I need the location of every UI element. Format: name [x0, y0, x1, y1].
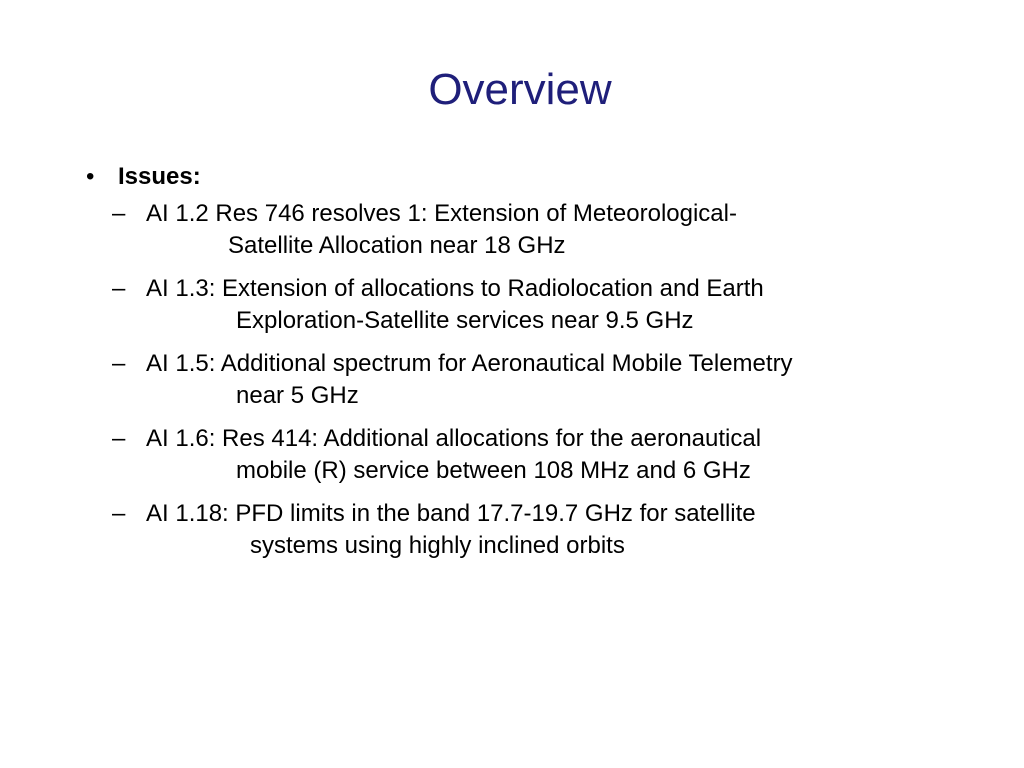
sub-bullet-marker: – — [112, 425, 126, 452]
bullet-marker: • — [86, 163, 95, 190]
sub-bullet-item — [80, 423, 980, 487]
sub-bullet-line-1: AI 1.3: Extension of allocations to Radiolocation and Earth — [146, 275, 764, 302]
sub-bullet-marker: – — [112, 350, 126, 377]
sub-bullet-marker: – — [112, 200, 126, 227]
sub-bullet-line-2: near 5 GHz — [236, 382, 359, 409]
sub-bullet-item — [80, 273, 980, 337]
sub-bullet-list — [80, 198, 980, 562]
sub-bullet-line-2: Satellite Allocation near 18 GHz — [228, 232, 566, 259]
sub-bullet-line-2: Exploration-Satellite services near 9.5 GHz — [236, 307, 694, 334]
sub-bullet-line-2: mobile (R) service between 108 MHz and 6 GHz — [236, 457, 751, 484]
sub-bullet-item — [80, 498, 980, 562]
sub-bullet-line-1: AI 1.6: Res 414: Additional allocations for the aeronautical — [146, 425, 762, 452]
sub-bullet-item — [80, 348, 980, 412]
bullet-item-issues — [80, 160, 980, 196]
sub-bullet-line-1: AI 1.2 Res 746 resolves 1: Extension of Meteorological- — [146, 200, 737, 227]
sub-bullet-line-2: systems using highly inclined orbits — [250, 532, 625, 559]
bullet-text: Issues: — [118, 163, 201, 190]
sub-bullet-line-1: AI 1.5: Additional spectrum for Aeronautical Mobile Telemetry — [146, 350, 793, 377]
sub-bullet-line-1: AI 1.18: PFD limits in the band 17.7-19.7 GHz for satellite — [146, 500, 756, 527]
slide-title: Overview — [428, 65, 612, 114]
sub-bullet-marker: – — [112, 275, 126, 302]
sub-bullet-marker: – — [112, 500, 126, 527]
sub-bullet-item — [80, 198, 980, 262]
bullet-list — [80, 160, 980, 573]
